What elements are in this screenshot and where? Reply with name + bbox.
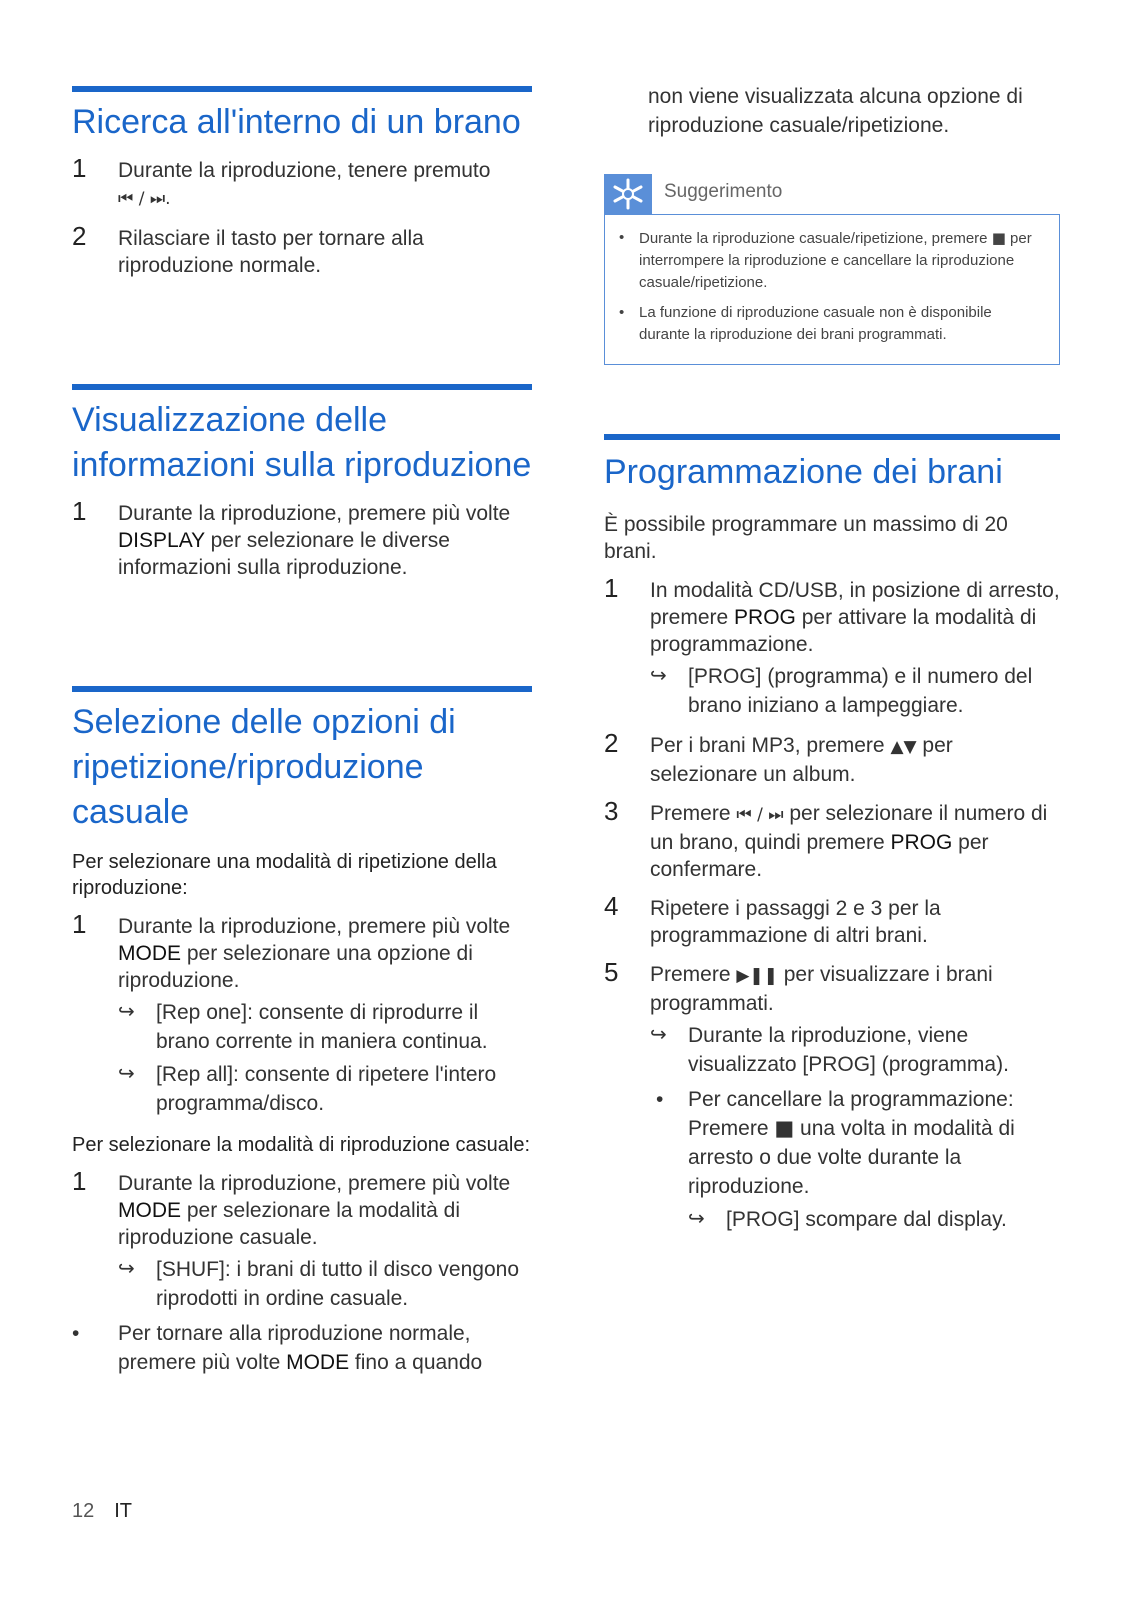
step-text-post: per selezionare un album. <box>650 734 953 786</box>
tip-header <box>604 174 1060 214</box>
bullet-text-pre: Per cancellare la programmazione: Premere <box>688 1088 1014 1140</box>
step-text-pre: Durante la riproduzione, premere più volte <box>118 502 511 525</box>
tip-text-post: per interrompere la riproduzione e cancellare la riproduzione casuale/ripetizione. <box>639 230 1032 291</box>
step-text-pre: Durante la riproduzione, premere più volte <box>118 915 511 938</box>
step-text-post: per selezionare la modalità di riproduzione casuale. <box>118 1199 460 1249</box>
bullet-item <box>650 1085 1060 1234</box>
step-number: 1 <box>72 496 87 526</box>
key-mode: MODE <box>118 1199 181 1222</box>
bullet-icon: • <box>72 1322 80 1345</box>
bullet-text-post: una volta in modalità di arresto o due volte durante la riproduzione. <box>688 1117 1015 1198</box>
step-number: 1 <box>72 909 87 939</box>
step-number: 5 <box>604 957 619 987</box>
step-text-post: per confermare. <box>650 831 989 881</box>
result-arrow-icon: ↪ <box>118 1258 135 1280</box>
step <box>604 891 1060 949</box>
continued-paragraph: non viene visualizzata alcuna opzione di riproduzione casuale/ripetizione. <box>648 85 1023 137</box>
result-item <box>688 1205 1060 1234</box>
section-display-info <box>72 384 532 581</box>
tip-text: La funzione di riproduzione casuale non è disponibile durante la riproduzione dei brani programmati. <box>639 304 992 343</box>
stop-icon: ■ <box>774 1116 795 1140</box>
result-text: [PROG] (programma) e il numero del brano iniziano a lampeggiare. <box>688 665 1033 717</box>
step <box>604 957 1060 1234</box>
step-text: Durante la riproduzione, tenere premuto <box>118 159 491 182</box>
tip-item <box>617 302 1045 346</box>
step-text-pre: Premere <box>650 963 737 986</box>
tip-box <box>604 174 1060 365</box>
tip-title: Suggerimento <box>664 181 783 202</box>
step-number: 2 <box>72 221 87 251</box>
key-prog: PROG <box>734 606 796 629</box>
step-text-pre: Durante la riproduzione, premere più volte <box>118 1172 511 1195</box>
step-number: 1 <box>72 1166 87 1196</box>
step-text-pre: Premere <box>650 802 737 825</box>
section-programming <box>604 434 1060 1234</box>
step-number: 2 <box>604 728 619 758</box>
up-down-icon: ▲▼ <box>890 737 917 757</box>
subheading: Per selezionare una modalità di ripetizione della riproduzione: <box>72 851 497 899</box>
key-display: DISPLAY <box>118 529 205 552</box>
language-code: IT <box>114 1500 133 1522</box>
step <box>72 909 532 1118</box>
section-title: Visualizzazione delle informazioni sulla riproduzione <box>72 401 532 484</box>
result-item <box>650 662 1060 720</box>
step-text: Rilasciare il tasto per tornare alla riproduzione normale. <box>118 227 424 277</box>
bullet-icon: • <box>619 229 625 246</box>
section-title: Selezione delle opzioni di ripetizione/riproduzione casuale <box>72 703 456 831</box>
bullet-icon: • <box>656 1088 664 1111</box>
step <box>604 796 1060 883</box>
step-text-post: per visualizzare i brani programmati. <box>650 963 993 1015</box>
result-arrow-icon: ↪ <box>688 1208 705 1230</box>
tip-text-pre: Durante la riproduzione casuale/ripetizione, premere <box>639 230 992 247</box>
step <box>604 728 1060 788</box>
step-number: 1 <box>604 573 619 603</box>
step-text-pre: In modalità CD/USB, in posizione di arresto, premere <box>650 579 1060 629</box>
continued-text <box>648 82 1064 140</box>
bullet-text-pre: Per tornare alla riproduzione normale, premere più volte <box>118 1322 471 1374</box>
section-title: Ricerca all'interno di un brano <box>72 103 521 141</box>
result-arrow-icon: ↪ <box>650 665 667 687</box>
tip-star-icon <box>604 174 652 214</box>
step <box>72 1166 532 1313</box>
section-title: Programmazione dei brani <box>604 453 1003 491</box>
bullet-text-post: fino a quando <box>349 1351 483 1374</box>
result-arrow-icon: ↪ <box>118 1001 135 1023</box>
result-arrow-icon: ↪ <box>118 1063 135 1085</box>
step-text-post: per selezionare le diverse informazioni sulla riproduzione. <box>118 529 450 579</box>
key-prog: PROG <box>890 831 953 854</box>
result-item <box>118 998 532 1056</box>
prev-next-icon: ⏮ / ⏭. <box>118 189 171 209</box>
step-number: 1 <box>72 153 87 183</box>
result-text: Durante la riproduzione, viene visualizzato [PROG] (programma). <box>688 1024 1009 1076</box>
key-mode: MODE <box>118 942 181 965</box>
step <box>72 221 532 279</box>
tip-content <box>604 214 1060 365</box>
step <box>72 153 532 213</box>
step-number: 4 <box>604 891 619 921</box>
step <box>72 496 532 581</box>
tip-item <box>617 227 1045 294</box>
result-text: [PROG] scompare dal display. <box>726 1208 1007 1231</box>
result-text: [Rep all]: consente di ripetere l'intero programma/disco. <box>156 1063 497 1115</box>
section-search <box>72 86 532 279</box>
result-text: [Rep one]: consente di riprodurre il brano corrente in maniera continua. <box>156 1001 488 1053</box>
step-text-mid: per selezionare il numero di un brano, quindi premere <box>650 802 1048 854</box>
bullet-item <box>72 1319 532 1377</box>
subheading: Per selezionare la modalità di riproduzione casuale: <box>72 1134 531 1156</box>
prev-next-icon: ⏮ / ⏭ <box>736 805 784 825</box>
section-repeat-shuffle <box>72 686 532 1377</box>
step-text-pre: Per i brani MP3, premere <box>650 734 891 757</box>
page-number: 12 <box>72 1500 95 1522</box>
play-pause-icon: ▶❚❚ <box>736 966 778 986</box>
result-text: [SHUF]: i brani di tutto il disco vengono riprodotti in ordine casuale. <box>156 1258 520 1310</box>
stop-icon: ■ <box>991 229 1006 247</box>
result-item <box>650 1021 1060 1079</box>
step-number: 3 <box>604 796 619 826</box>
key-mode: MODE <box>286 1351 350 1374</box>
page-footer <box>72 1500 132 1523</box>
step <box>604 573 1060 720</box>
step-text-post: per attivare la modalità di programmazione. <box>650 606 1037 656</box>
result-item <box>118 1255 532 1313</box>
bullet-icon: • <box>619 304 625 321</box>
intro-paragraph: È possibile programmare un massimo di 20 brani. <box>604 513 1008 563</box>
step-text-post: per selezionare una opzione di riproduzione. <box>118 942 473 992</box>
step-text: Ripetere i passaggi 2 e 3 per la programmazione di altri brani. <box>650 897 941 947</box>
result-item <box>118 1060 532 1118</box>
result-arrow-icon: ↪ <box>650 1024 667 1046</box>
